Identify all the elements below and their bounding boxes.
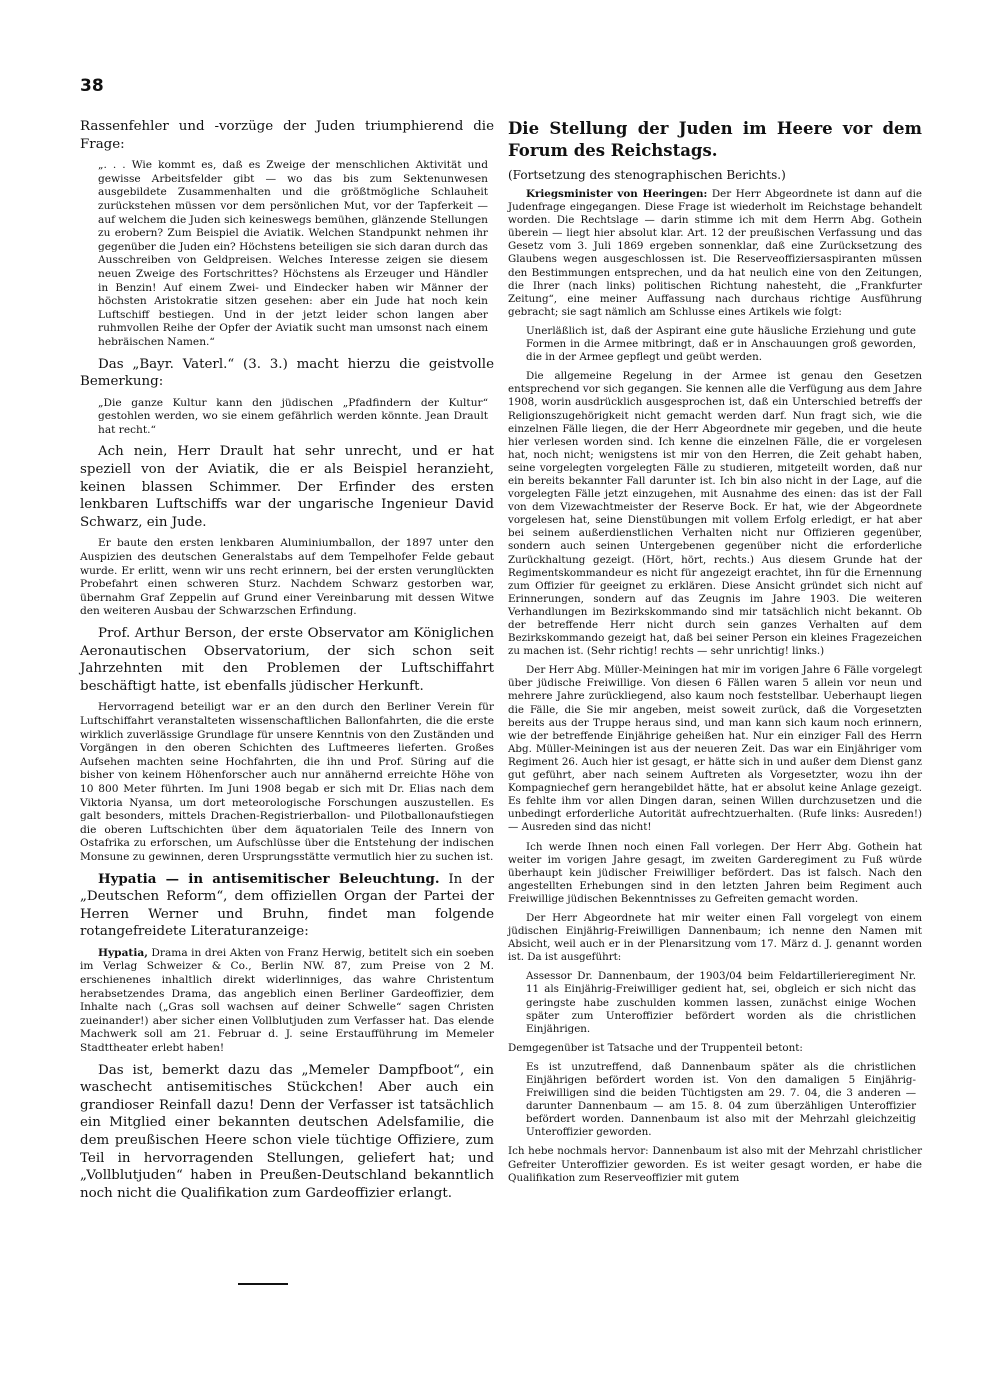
paragraph-mueller-meiningen: Der Herr Abg. Müller-Meiningen hat mir im vorigen Jahre 6 Fälle vorgelegt über jüdische Freiwillige. Von diesen 6 Fällen waren 5 allein vor neun und mehrere Jahre zurückliegend, also kaum noch feststellbar. Ueberhaupt liegen die Fälle, die Sie mir angeben, meist soweit zurück, daß die Vorgesetzten bereits aus der Truppe heraus sind, und man kann sich kaum noch erinnern, wie der betreffende Einjährige geheißen hat. Nur ein einziger Fall des Herrn Abg. Müller-Meiningen ist aus der neueren Zeit. Das war ein Einjähriger vom Regiment 26. Auch hier ist gesagt, er hätte sich in und außer dem Dienst ganz gut geführt, aber nach seinem Auftreten als Vorgesetzter, wozu ihn der Kompagniechef gern herangebildet hätte, hat er absolut keine Anlage gezeigt. Es fehlte ihm vor allen Dingen daran, seinen Willen durchzusetzen und die unbedingt erforderliche Autorität aufrechtzuerhalten. (Rufe links: Ausreden!) — Ausreden sind das nicht! <box>508 664 922 834</box>
paragraph-ballonfahrten: Hervorragend beteiligt war er an den durch den Berliner Verein für Luftschiffahrt veranstalteten wissenschaftlichen Ballonfahrten, die die erste wirklich zuverlässige Grundlage für unsere Kenntnis von den Zuständen und Vorgängen in den oberen Schichten des Luftmeeres lieferten. Großes Aufsehen machten seine Hochfahrten, die ihn und Prof. Süring auf die bisher von keinem Höhenforscher auch nur annähernd erreichte Höhe von 10 800 Meter führten. Im Juni 1908 begab er sich mit Dr. Elias nach dem Viktoria Nyansa, um dort meteorologische Forschungen auszustellen. Es galt besonders, mittels Drachen-Registrierballon- und Pilotballonaufstiegen die oberen Luftschichten über dem äquatorialen Teile des Innern von Ostafrika zu erforschen, um Aufschlüsse über die Entstehung der indischen Monsune zu gewinnen, deren Ursprungsstätte vermutlich hier zu suchen ist. <box>80 701 494 863</box>
heading-hypatia-drama: Hypatia, <box>98 946 148 959</box>
paragraph-schwarz: Er baute den ersten lenkbaren Aluminiumballon, der 1897 unter den Auspizien des deutschen Generalstabs auf dem Tempelhofer Felde gebaut wurde. Er erlitt, wenn wir uns recht erinnern, bei der ersten verunglückten Probefahrt einen schweren Sturz. Nachdem Schwarz gestorben war, übernahm Graf Zeppelin auf Grund einer Vereinbarung mit dessen Witwe den weiteren Ausbau der Schwarzschen Erfindung. <box>80 537 494 618</box>
paragraph-hypatia <box>80 871 494 941</box>
speaker-kriegsminister: Kriegsminister von Heeringen: <box>526 188 708 200</box>
quote-frankfurter-zeitung: Unerläßlich ist, daß der Aspirant eine gute häusliche Erziehung und gute Formen in die Armee mitbringt, daß er in Anschauungen groß geworden, die in der Armee gepflegt und geübt werden. <box>526 324 916 364</box>
quote-assessor: Assessor Dr. Dannenbaum, der 1903/04 beim Feldartillerieregiment Nr. 11 als Einjährig-Freiwilliger gedient hat, sei, obgleich er sich nicht das geringste habe zuschulden kommen lassen, zunächst einige Wochen später zum Unteroffizier befördert worden als die christlichen Einjährigen. <box>526 970 916 1035</box>
left-column <box>80 118 494 1208</box>
paragraph-dannenbaum: Der Herr Abgeordnete hat mir weiter einen Fall vorgelegt von einem jüdischen Einjährig-Freiwilligen Dannenbaum; ich nenne den Namen mit Absicht, weil auch er in der Plenarsitzung vom 17. März d. J. genannt worden ist. Da ist ausgeführt: <box>508 911 922 964</box>
paragraph-drault: Ach nein, Herr Drault hat sehr unrecht, und er hat speziell von der Aviatik, die er als Beispiel heranzieht, keinen blassen Schimmer. Der Erfinder des ersten lenkbaren Luftschiffs war der ungarische Ingenieur David Schwarz, ein Jude. <box>80 444 494 530</box>
end-rule <box>238 1283 288 1285</box>
paragraph-gothein: Ich werde Ihnen noch einen Fall vorlegen. Der Herr Abg. Gothein hat weiter im vorigen Jahre gesagt, im zweiten Garderegiment zu Fuß würde überhaupt kein jüdischer Freiwilliger befördert. Das ist falsch. Nach den angestellten Erhebungen sind in den letzten Jahren beim Regiment auch Freiwillige jüdischen Bekenntnisses zu Gefreiten gemacht worden. <box>508 840 922 905</box>
paragraph-demgegenueber: Demgegenüber ist Tatsache und der Truppenteil betont: <box>508 1041 803 1054</box>
paragraph-intro: Rassenfehler und -vorzüge der Juden triumphierend die Frage: <box>80 119 494 152</box>
page-number: 38 <box>80 76 104 96</box>
paragraph-regelung: Die allgemeine Regelung in der Armee ist genau den Gesetzen entsprechend vor sich gegangen. Sie kennen alle die Verfügung aus dem Jahre 1908, worin ausdrücklich ausgesprochen ist, daß ein Unterschied betreffs der Religionszugehörigkeit nicht gemacht werden darf. Nun fragt sich, wie die einzelnen Fälle liegen, die der Herr Abgeordnete mir gegeben, und die heute hier verlesen worden sind. Ich kenne die einzelnen Fälle, die er vorgelesen hat, noch nicht; wenigstens ist mir von den Herren, die Zeit gehabt haben, seine vorgelegten vorgelegten Fälle zu studieren, mitgeteilt worden, daß nur ein bereits bekannter Fall darunter ist. Ich bin also nicht in der Lage, auf die vorgelegten Fälle jetzt einzugehen, mit Ausnahme des einen: das ist der Fall von dem Vizewachtmeister der Reserve Bock. Er hat, wie der Abgeordnete vorgelesen hat, seine Dienstübungen mit vollem Erfolg erledigt, er hat aber bei seinem außerdienstlichen Verhalten nicht nur Offizieren gegenüber, sondern auch seinen Untergebenen gegenüber nicht die erforderliche Zurückhaltung gezeigt. (Hört, hört, rechts.) Aus diesem Grunde hat der Regimentskommandeur es nicht für angezeigt erachtet, ihn für die Ernennung zum Offizier für geeignet zu erklären. Diese Ansicht gründet sich nicht auf Erinnerungen, sondern auf das Zeugnis im Jahre 1903. Die weiteren Verhandlungen im Bezirkskommando sind mir tatsächlich nicht bekannt. Ob der betreffende Herr nicht durch sein ganzes Verhalten auf dem Bezirkskommando gezeigt hat, daß bei seiner Person ein kleines Fragezeichen zu machen ist. (Sehr richtig! rechts — sehr unrichtig! links.) <box>508 370 922 658</box>
paragraph-kriegsminister <box>508 188 922 319</box>
paragraph-hypatia-text: In der „Deutschen Reform“, dem offiziellen Organ der Partei der Herren Werner und Bruhn, findet man folgende rotangefreidete Literaturanzeige: <box>80 871 495 940</box>
quote-aviatik: „. . . Wie kommt es, daß es Zweige der menschlichen Aktivität und gewisse Arbeitsfelder gibt — wo das bis zum Sektenunwesen ausgebildete Zusammenhalten und die größtmögliche Schlauheit zurückstehen müssen vor dem persönlichen Mut, vor der Tapferkeit — auf welchem die Juden sich keineswegs bemühen, glänzende Stellungen zu erobern? Zum Beispiel die Aviatik. Welchen Standpunkt nehmen ihr gegenüber die Juden ein? Höchstens beteiligen sie sich daran durch das Ausschreiben von Geldpreisen. Welches Interesse zeigen sie diesem neuen Zweige des Fortschrittes? Höchstens als Erzeuger und Händler in Benzin! Auf einem Zwei- und Eindecker haben wir Männer der höchsten Aristokratie sitzen gesehen: aber ein Jude hat noch kein Luftschiff bestiegen. Und in der jetzt leider schon langen aber ruhmvollen Reihe der Opfer der Aviatik sucht man umsonst nach einem hebräischen Namen.“ <box>98 159 488 348</box>
heading-hypatia: Hypatia — in antisemitischer Beleuchtung. <box>98 870 440 887</box>
article-subtitle: (Fortsetzung des stenographischen Berichts.) <box>508 168 786 182</box>
paragraph-berson: Prof. Arthur Berson, der erste Observator am Königlichen Aeronautischen Observatorium, der sich schon seit Jahrzehnten mit den Problemen der Luftschiffahrt beschäftigt hatte, ist ebenfalls jüdischer Herkunft. <box>80 626 494 694</box>
paragraph-nochmals: Ich hebe nochmals hervor: Dannenbaum ist also mit der Mehrzahl christlicher Gefreiter Unteroffizier geworden. Es ist weiter gesagt worden, er habe die Qualifikation zum Reserveoffizier mit gutem <box>508 1145 922 1184</box>
paragraph-literaturanzeige <box>80 947 494 1056</box>
quote-kultur: „Die ganze Kultur kann den jüdischen „Pfadfindern der Kultur“ gestohlen werden, wo sie einem gefährlich werden könnte. Jean Drault hat recht.“ <box>98 396 488 436</box>
paragraph-literaturanzeige-text: Drama in drei Akten von Franz Herwig, betitelt sich ein soeben im Verlag Schweizer & Co., Berlin NW. 87, zum Preise von 2 M. erschienenes inhaltlich direkt widerlinniges, das wahre Christentum herabsetzendes Drama, das angeblich einen Berliner Gardeoffizier, dem Inhalte nach („Gras soll wachsen auf deiner Schwelle“ sagen Christen zueinander!) aber sicher einen Vollblutjuden zum Verfasser hat. Das elende Machwerk soll am 21. Februar d. J. seine Erstaufführung im Memeler Stadttheater erlebt haben! <box>80 946 494 1055</box>
article-title: Die Stellung der Juden im Heere vor dem Forum des Reichstags. <box>508 119 922 160</box>
paragraph-kriegsminister-text: Der Herr Abgeordnete ist dann auf die Judenfrage eingegangen. Diese Frage ist wiederholt im Reichstage behandelt worden. Die Rechtslage — darin stimme ich mit dem Herrn Abg. Gothein überein — liegt hier absolut klar. Art. 12 der preußischen Verfassung und das Gesetz vom 3. Juli 1869 ergeben sonnenklar, daß eine Zurücksetzung des Glaubens wegen ausgeschlossen ist. Die Reserveoffiziersaspiranten müssen den Bestimmungen entsprechen, und da hat neulich eine von den Zeitungen, die Ihrer (nach links) politischen Richtung nahesteht, die „Frankfurter Zeitung“, eine meiner Auffassung nach durchaus richtige Ausführung gebracht; sie sagt nämlich am Schlusse eines Artikels wie folgt: <box>508 188 922 318</box>
quote-unzutreffend: Es ist unzutreffend, daß Dannenbaum später als die christlichen Einjährigen befördert worden ist. Von den damaligen 5 Einjährig-Freiwilligen sind die beiden Tüchtigsten am 29. 7. 04, die 3 anderen — darunter Dannenbaum — am 15. 8. 04 zum überzähligen Unteroffizier befördert worden. Dannenbaum ist also mit der Mehrzahl gleichzeitig Unteroffizier geworden. <box>526 1060 916 1139</box>
paragraph-bayr-vaterl: Das „Bayr. Vaterl.“ (3. 3.) macht hierzu die geistvolle Bemerkung: <box>80 356 494 390</box>
paragraph-memeler-dampfboot: Das ist, bemerkt dazu das „Memeler Dampfboot“, ein waschecht antisemitisches Stückchen! Aber auch ein grandioser Reinfall dazu! Denn der Verfasser ist tatsächlich ein Mitglied einer bekannten deutschen Adelsfamilie, die dem preußischen Heere schon viele tüchtige Offiziere, zum Teil in hervorragenden Stellungen, geliefert hat; und „Vollblutjuden“ haben in Preußen-Deutschland bekanntlich noch nicht die Qualifikation zum Gardeoffizier erlangt. <box>80 1062 494 1201</box>
right-column <box>508 118 922 1191</box>
